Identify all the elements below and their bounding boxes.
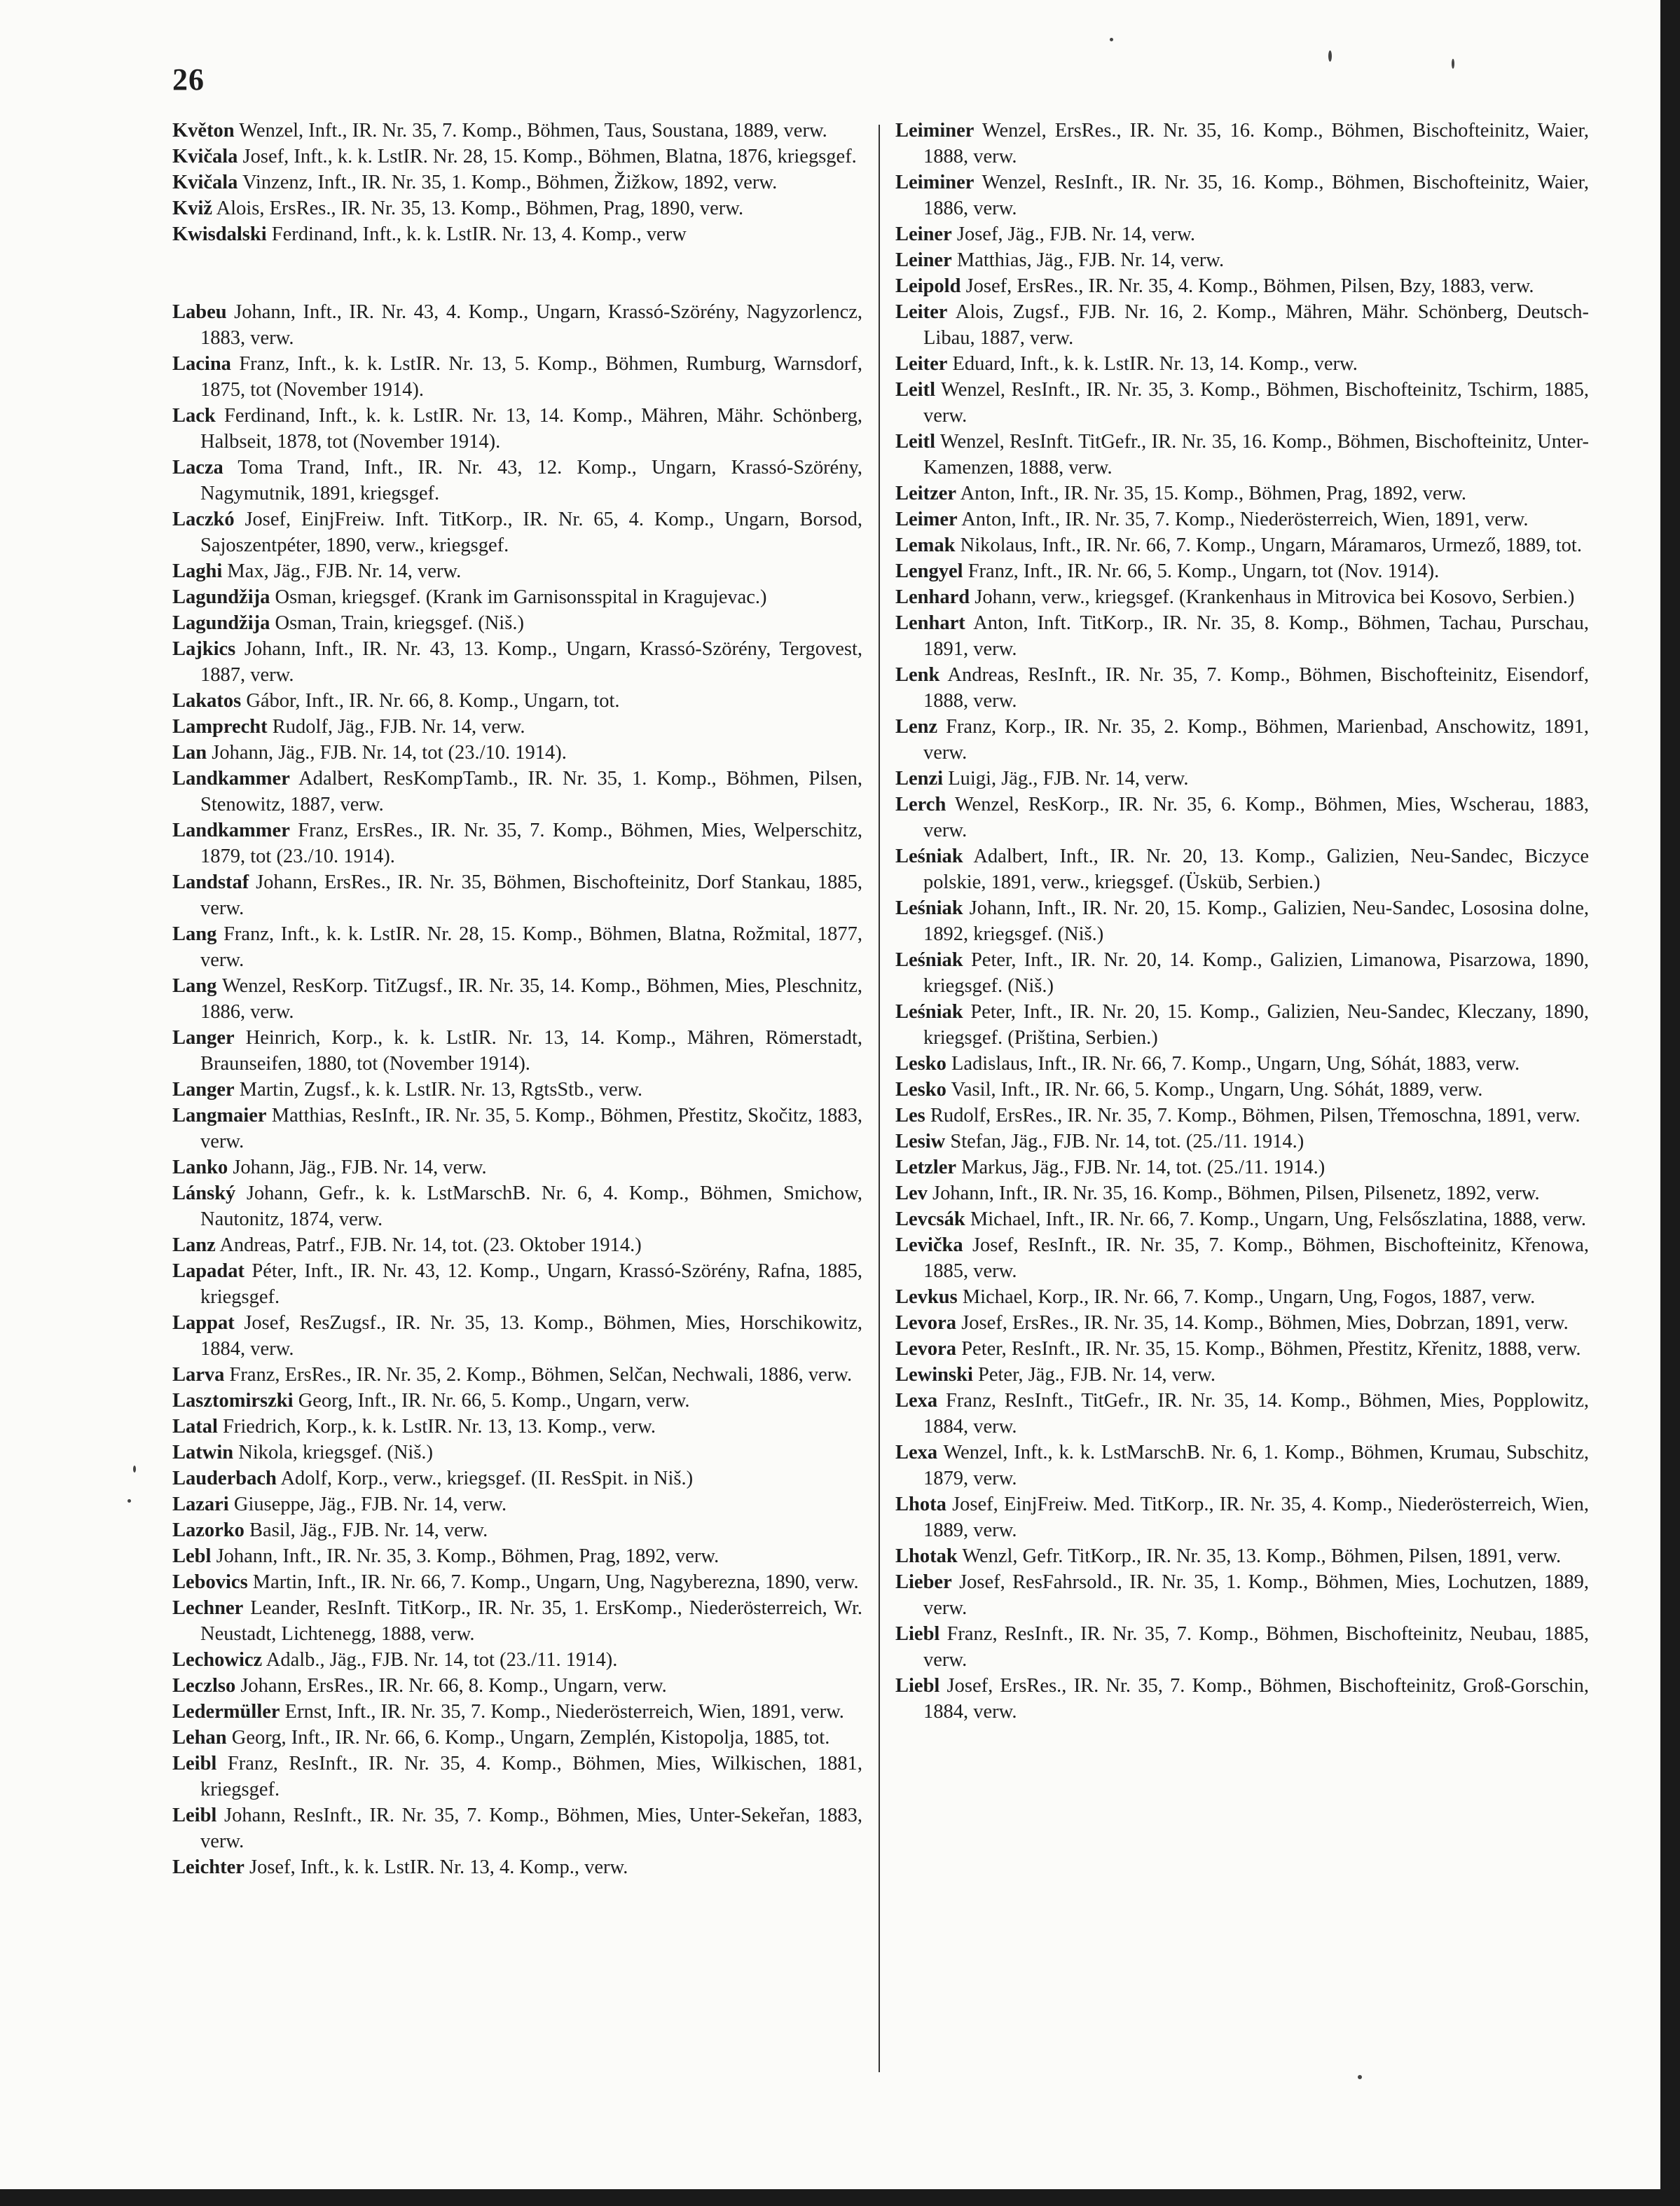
- entry-details: Nikolaus, Inft., IR. Nr. 66, 7. Komp., Ungarn, Máramaros, Urmező, 1889, tot.: [960, 535, 1582, 556]
- list-entry: [172, 403, 862, 455]
- entry-details: Josef, Inft., k. k. LstIR. Nr. 28, 15. Komp., Böhmen, Blatna, 1876, kriegsgef.: [242, 146, 857, 167]
- entry-details: Vinzenz, Inft., IR. Nr. 35, 1. Komp., Böhmen, Žižkow, 1892, verw.: [242, 172, 778, 193]
- entry-details: Josef, ErsRes., IR. Nr. 35, 4. Komp., Böhmen, Pilsen, Bzy, 1883, verw.: [965, 275, 1534, 297]
- list-entry: [895, 1232, 1589, 1284]
- list-entry: [895, 558, 1589, 584]
- entry-details: Max, Jäg., FJB. Nr. 14, verw.: [227, 560, 462, 582]
- entry-surname: Kvičala: [172, 146, 238, 167]
- scan-speck: [1358, 2075, 1362, 2079]
- entry-surname: Laczkó: [172, 509, 235, 530]
- entry-details: Josef, ErsRes., IR. Nr. 35, 14. Komp., Böhmen, Mies, Dobrzan, 1891, verw.: [961, 1312, 1569, 1334]
- list-entry: [172, 351, 862, 403]
- entry-details: Andreas, Patrf., FJB. Nr. 14, tot. (23. Oktober 1914.): [219, 1234, 642, 1256]
- entry-surname: Lesiw: [895, 1131, 946, 1152]
- list-entry: [895, 610, 1589, 662]
- entry-surname: Leiminer: [895, 172, 975, 193]
- entry-details: Wenzel, Inft., IR. Nr. 35, 7. Komp., Böhmen, Taus, Soustana, 1889, verw.: [239, 120, 827, 142]
- entry-details: Anton, Inft., IR. Nr. 35, 7. Komp., Niederösterreich, Wien, 1891, verw.: [961, 509, 1529, 530]
- entry-surname: Leitl: [895, 431, 935, 453]
- entry-surname: Lang: [172, 923, 217, 945]
- entry-details: Franz, Korp., IR. Nr. 35, 2. Komp., Böhmen, Marienbad, Anschowitz, 1891, verw.: [923, 716, 1589, 764]
- entry-details: Georg, Inft., IR. Nr. 66, 6. Komp., Ungarn, Zemplén, Kistopolja, 1885, tot.: [231, 1727, 830, 1749]
- entry-details: Wenzel, ResKorp., IR. Nr. 35, 6. Komp., Böhmen, Mies, Wscherau, 1883, verw.: [923, 794, 1589, 841]
- list-entry: [172, 1440, 862, 1466]
- entry-surname: Leibl: [172, 1753, 217, 1774]
- entry-surname: Lenzi: [895, 768, 944, 790]
- entry-surname: Lesko: [895, 1053, 946, 1075]
- entry-surname: Levkus: [895, 1286, 958, 1308]
- entry-details: Rudolf, Jäg., FJB. Nr. 14, verw.: [272, 716, 525, 738]
- entry-details: Franz, ErsRes., IR. Nr. 35, 7. Komp., Böhmen, Mies, Welperschitz, 1879, tot (23./10. 1914).: [200, 820, 862, 867]
- entry-details: Alois, ErsRes., IR. Nr. 35, 13. Komp., Böhmen, Prag, 1890, verw.: [216, 198, 744, 219]
- entry-surname: Landstaf: [172, 871, 249, 893]
- entry-surname: Leitl: [895, 379, 935, 401]
- entry-surname: Lapadat: [172, 1260, 245, 1282]
- entry-surname: Langer: [172, 1079, 235, 1101]
- entry-details: Wenzl, Gefr. TitKorp., IR. Nr. 35, 13. Komp., Böhmen, Pilsen, 1891, verw.: [962, 1545, 1562, 1567]
- entry-details: Johann, Inft., IR. Nr. 20, 15. Komp., Galizien, Neu-Sandec, Lososina dolne, 1892, kriegsgef. (Niš.): [923, 897, 1589, 945]
- list-entry: [172, 714, 862, 740]
- entry-surname: Lacina: [172, 353, 231, 375]
- entry-details: Ferdinand, Inft., k. k. LstIR. Nr. 13, 4. Komp., verw: [271, 223, 687, 245]
- entry-surname: Lemak: [895, 535, 956, 556]
- entry-surname: Lexa: [895, 1390, 938, 1412]
- page-number: 26: [172, 62, 205, 97]
- entry-surname: Langer: [172, 1027, 235, 1049]
- entry-details: Josef, EinjFreiw. Inft. TitKorp., IR. Nr. 65, 4. Komp., Ungarn, Borsod, Sajoszentpéter, 1890, verw., kriegsgef.: [200, 509, 862, 556]
- entry-surname: Leipold: [895, 275, 961, 297]
- entry-surname: Levora: [895, 1312, 957, 1334]
- entry-details: Josef, Jäg., FJB. Nr. 14, verw.: [956, 223, 1195, 245]
- list-entry: [895, 1388, 1589, 1440]
- list-entry: [172, 221, 862, 247]
- list-entry: [172, 1310, 862, 1362]
- entry-surname: Lhota: [895, 1494, 946, 1515]
- list-entry: [172, 1154, 862, 1180]
- entry-details: Wenzel, ResInft. TitGefr., IR. Nr. 35, 16. Komp., Böhmen, Bischofteinitz, Unter-Kamenzen, 1888, verw.: [923, 431, 1589, 478]
- list-entry: [172, 766, 862, 818]
- entry-details: Michael, Inft., IR. Nr. 66, 7. Komp., Ungarn, Ung, Felsőszlatina, 1888, verw.: [970, 1208, 1587, 1230]
- entry-details: Vasil, Inft., IR. Nr. 66, 5. Komp., Ungarn, Ung. Sóhát, 1889, verw.: [951, 1079, 1483, 1101]
- list-entry: [172, 688, 862, 714]
- list-entry: [895, 506, 1589, 532]
- scan-speck: [1452, 59, 1454, 69]
- list-entry: [172, 1673, 862, 1699]
- list-entry: [172, 1517, 862, 1543]
- entry-surname: Leimer: [895, 509, 958, 530]
- entry-details: Friedrich, Korp., k. k. LstIR. Nr. 13, 13. Komp., verw.: [223, 1416, 656, 1438]
- entry-details: Adalb., Jäg., FJB. Nr. 14, tot (23./11. 1914).: [266, 1649, 618, 1671]
- list-entry: [172, 1025, 862, 1077]
- list-entry: [895, 1440, 1589, 1491]
- entry-details: Leander, ResInft. TitKorp., IR. Nr. 35, 1. ErsKomp., Niederösterreich, Wr. Neustadt, Lichtenegg, 1888, verw.: [200, 1597, 863, 1645]
- entry-surname: Lexa: [895, 1442, 938, 1463]
- entry-surname: Lagundžija: [172, 612, 270, 634]
- list-entry: [895, 273, 1589, 299]
- entry-details: Wenzel, ResInft., IR. Nr. 35, 16. Komp., Böhmen, Bischofteinitz, Waier, 1886, verw.: [923, 172, 1589, 219]
- list-entry: [895, 1310, 1589, 1336]
- list-entry: [895, 792, 1589, 843]
- entry-details: Toma Trand, Inft., IR. Nr. 43, 12. Komp., Ungarn, Krassó-Szörény, Nagymutnik, 1891, kriegsgef.: [200, 457, 862, 504]
- list-entry: [895, 1077, 1589, 1103]
- entry-surname: Lehan: [172, 1727, 227, 1749]
- entry-details: Matthias, ResInft., IR. Nr. 35, 5. Komp., Böhmen, Přestitz, Skočitz, 1883, verw.: [200, 1105, 863, 1152]
- entry-surname: Lánský: [172, 1183, 236, 1204]
- entry-details: Osman, Train, kriegsgef. (Niš.): [275, 612, 524, 634]
- entry-details: Wenzel, ResInft., IR. Nr. 35, 3. Komp., Böhmen, Bischofteinitz, Tschirm, 1885, verw.: [923, 379, 1589, 427]
- list-entry: [895, 584, 1589, 610]
- entry-surname: Lack: [172, 405, 216, 427]
- entry-details: Adalbert, ResKompTamb., IR. Nr. 35, 1. Komp., Böhmen, Pilsen, Stenowitz, 1887, verw.: [200, 768, 862, 815]
- entry-details: Luigi, Jäg., FJB. Nr. 14, verw.: [948, 768, 1189, 790]
- entry-details: Martin, Inft., IR. Nr. 66, 7. Komp., Ungarn, Ung, Nagyberezna, 1890, verw.: [252, 1571, 859, 1593]
- list-entry: [172, 144, 862, 170]
- list-entry: [895, 118, 1589, 170]
- list-entry: [172, 584, 862, 610]
- list-entry: [172, 1388, 862, 1414]
- list-entry: [172, 118, 862, 144]
- list-entry: [172, 1077, 862, 1103]
- list-entry: [895, 1103, 1589, 1129]
- entry-details: Franz, ResInft., IR. Nr. 35, 4. Komp., Böhmen, Mies, Wilkischen, 1881, kriegsgef.: [200, 1753, 862, 1800]
- entry-surname: Lan: [172, 742, 207, 764]
- entry-details: Franz, Inft., IR. Nr. 66, 5. Komp., Ungarn, tot (Nov. 1914).: [968, 560, 1440, 582]
- list-entry: [895, 895, 1589, 947]
- entry-details: Franz, Inft., k. k. LstIR. Nr. 13, 5. Komp., Böhmen, Rumburg, Warnsdorf, 1875, tot (November 1914).: [200, 353, 863, 401]
- list-entry: [895, 1621, 1589, 1673]
- list-entry: [895, 1491, 1589, 1543]
- entry-surname: Lechner: [172, 1597, 244, 1619]
- entry-details: Markus, Jäg., FJB. Nr. 14, tot. (25./11. 1914.): [961, 1157, 1326, 1178]
- entry-surname: Liebl: [895, 1623, 940, 1645]
- entry-surname: Leichter: [172, 1856, 245, 1878]
- entry-surname: Ledermüller: [172, 1701, 280, 1723]
- entry-surname: Lesko: [895, 1079, 946, 1101]
- entry-details: Alois, Zugsf., FJB. Nr. 16, 2. Komp., Mähren, Mähr. Schönberg, Deutsch-Libau, 1887, verw.: [923, 301, 1590, 349]
- list-entry: [172, 1362, 862, 1388]
- column-divider: [879, 125, 880, 2072]
- entry-surname: Lebl: [172, 1545, 212, 1567]
- entry-surname: Lajkics: [172, 638, 236, 660]
- list-entry: [895, 1051, 1589, 1077]
- list-entry: [172, 1258, 862, 1310]
- entry-details: Gábor, Inft., IR. Nr. 66, 8. Komp., Ungarn, tot.: [246, 690, 620, 712]
- entry-details: Ladislaus, Inft., IR. Nr. 66, 7. Komp., Ungarn, Ung, Sóhát, 1883, verw.: [951, 1053, 1520, 1075]
- list-entry: [895, 662, 1589, 714]
- entry-details: Franz, Inft., k. k. LstIR. Nr. 28, 15. Komp., Böhmen, Blatna, Rožmital, 1877, verw.: [200, 923, 862, 971]
- entry-details: Josef, Inft., k. k. LstIR. Nr. 13, 4. Komp., verw.: [249, 1856, 628, 1878]
- entry-details: Franz, ResInft., IR. Nr. 35, 7. Komp., Böhmen, Bischofteinitz, Neubau, 1885, verw.: [923, 1623, 1589, 1671]
- entry-details: Johann, verw., kriegsgef. (Krankenhaus in Mitrovica bei Kosovo, Serbien.): [975, 586, 1575, 608]
- list-entry: [172, 558, 862, 584]
- list-entry: [895, 1129, 1589, 1154]
- list-entry: [895, 1673, 1589, 1725]
- entry-details: Josef, ErsRes., IR. Nr. 35, 7. Komp., Böhmen, Bischofteinitz, Groß-Gorschin, 1884, verw.: [923, 1675, 1589, 1723]
- list-entry: [172, 921, 862, 973]
- list-entry: [895, 1543, 1589, 1569]
- entry-details: Johann, Inft., IR. Nr. 35, 3. Komp., Böhmen, Prag, 1892, verw.: [216, 1545, 719, 1567]
- list-entry: [895, 170, 1589, 221]
- list-entry: [172, 1569, 862, 1595]
- section-gap: [172, 247, 862, 299]
- list-entry: [895, 532, 1589, 558]
- entry-surname: Lasztomirszki: [172, 1390, 294, 1412]
- entry-surname: Landkammer: [172, 768, 290, 790]
- entry-surname: Latal: [172, 1416, 218, 1438]
- entry-surname: Lenz: [895, 716, 938, 738]
- list-entry: [895, 947, 1589, 999]
- scan-speck: [1110, 38, 1113, 41]
- entry-surname: Levcsák: [895, 1208, 965, 1230]
- entry-surname: Leśniak: [895, 846, 963, 867]
- entry-surname: Landkammer: [172, 820, 290, 841]
- entry-surname: Květon: [172, 120, 235, 142]
- list-entry: [172, 818, 862, 869]
- list-entry: [895, 766, 1589, 792]
- entry-surname: Kwisdalski: [172, 223, 267, 245]
- entry-surname: Laghi: [172, 560, 223, 582]
- list-entry: [172, 506, 862, 558]
- entry-details: Johann, Inft., IR. Nr. 43, 4. Komp., Ungarn, Krassó-Szörény, Nagyzorlencz, 1883, verw.: [200, 301, 862, 349]
- entry-surname: Lagundžija: [172, 586, 270, 608]
- list-entry: [172, 869, 862, 921]
- list-entry: [895, 377, 1589, 429]
- list-entry: [895, 351, 1589, 377]
- entry-surname: Les: [895, 1105, 925, 1126]
- list-entry: [895, 299, 1589, 351]
- entry-details: Anton, Inft. TitKorp., IR. Nr. 35, 8. Komp., Böhmen, Tachau, Purschau, 1891, verw.: [923, 612, 1589, 660]
- entry-surname: Lakatos: [172, 690, 242, 712]
- entry-surname: Kviž: [172, 198, 212, 219]
- entry-surname: Lauderbach: [172, 1468, 277, 1489]
- list-entry: [172, 1802, 862, 1854]
- entry-surname: Lenhard: [895, 586, 970, 608]
- entry-surname: Leczlso: [172, 1675, 236, 1697]
- entry-surname: Latwin: [172, 1442, 234, 1463]
- list-entry: [895, 221, 1589, 247]
- entry-details: Johann, Jäg., FJB. Nr. 14, tot (23./10. 1914).: [212, 742, 567, 764]
- entry-details: Eduard, Inft., k. k. LstIR. Nr. 13, 14. Komp., verw.: [952, 353, 1358, 375]
- list-entry: [172, 195, 862, 221]
- entry-details: Ernst, Inft., IR. Nr. 35, 7. Komp., Niederösterreich, Wien, 1891, verw.: [284, 1701, 844, 1723]
- list-entry: [895, 481, 1589, 506]
- entry-surname: Lhotak: [895, 1545, 958, 1567]
- entry-surname: Leiter: [895, 301, 948, 323]
- entry-details: Adolf, Korp., verw., kriegsgef. (II. ResSpit. in Niš.): [280, 1468, 694, 1489]
- list-entry: [895, 1569, 1589, 1621]
- entry-surname: Lechowicz: [172, 1649, 263, 1671]
- entry-details: Giuseppe, Jäg., FJB. Nr. 14, verw.: [233, 1494, 507, 1515]
- entry-details: Franz, ResInft., TitGefr., IR. Nr. 35, 14. Komp., Böhmen, Mies, Popplowitz, 1884, verw.: [923, 1390, 1589, 1438]
- entry-details: Johann, ErsRes., IR. Nr. 35, Böhmen, Bischofteinitz, Dorf Stankau, 1885, verw.: [200, 871, 862, 919]
- list-entry: [895, 247, 1589, 273]
- list-entry: [172, 1103, 862, 1154]
- entry-details: Georg, Inft., IR. Nr. 66, 5. Komp., Ungarn, verw.: [298, 1390, 690, 1412]
- scan-speck: [1328, 50, 1332, 62]
- entry-surname: Lamprecht: [172, 716, 268, 738]
- entry-surname: Labeu: [172, 301, 227, 323]
- entry-details: Peter, Inft., IR. Nr. 20, 15. Komp., Galizien, Neu-Sandec, Kleczany, 1890, kriegsgef. (Priština, Serbien.): [923, 1001, 1590, 1049]
- list-entry: [172, 1725, 862, 1751]
- entry-surname: Leibl: [172, 1805, 217, 1826]
- entry-surname: Lieber: [895, 1571, 952, 1593]
- entry-details: Peter, Inft., IR. Nr. 20, 14. Komp., Galizien, Limanowa, Pisarzowa, 1890, kriegsgef. (Niš.): [923, 949, 1589, 997]
- list-entry: [895, 1336, 1589, 1362]
- entry-surname: Lacza: [172, 457, 223, 478]
- list-entry: [172, 636, 862, 688]
- entry-surname: Lanz: [172, 1234, 216, 1256]
- list-entry: [895, 843, 1589, 895]
- entry-details: Josef, ResFahrsold., IR. Nr. 35, 1. Komp., Böhmen, Mies, Lochutzen, 1889, verw.: [923, 1571, 1589, 1619]
- list-entry: [172, 1699, 862, 1725]
- list-entry: [895, 1180, 1589, 1206]
- list-entry: [172, 1180, 862, 1232]
- entry-surname: Leiner: [895, 249, 952, 271]
- list-entry: [172, 610, 862, 636]
- right-column: [895, 118, 1589, 1725]
- entry-surname: Leiner: [895, 223, 952, 245]
- list-entry: [172, 1491, 862, 1517]
- entry-details: Martin, Zugsf., k. k. LstIR. Nr. 13, RgtsStb., verw.: [239, 1079, 643, 1101]
- entry-details: Johann, Gefr., k. k. LstMarschB. Nr. 6, 4. Komp., Böhmen, Smichow, Nautonitz, 1874, verw.: [200, 1183, 862, 1230]
- entry-surname: Langmaier: [172, 1105, 267, 1126]
- list-entry: [172, 1647, 862, 1673]
- entry-details: Wenzel, ResKorp. TitZugsf., IR. Nr. 35, 14. Komp., Böhmen, Mies, Pleschnitz, 1886, verw.: [200, 975, 862, 1023]
- list-entry: [172, 1751, 862, 1802]
- entry-surname: Liebl: [895, 1675, 940, 1697]
- list-entry: [895, 1154, 1589, 1180]
- entry-surname: Levička: [895, 1234, 963, 1256]
- entry-details: Josef, ResZugsf., IR. Nr. 35, 13. Komp., Böhmen, Mies, Horschikowitz, 1884, verw.: [200, 1312, 862, 1360]
- entry-surname: Lappat: [172, 1312, 235, 1334]
- list-entry: [172, 1854, 862, 1880]
- entry-details: Josef, ResInft., IR. Nr. 35, 7. Komp., Böhmen, Bischofteinitz, Křenowa, 1885, verw.: [923, 1234, 1589, 1282]
- entry-details: Wenzel, Inft., k. k. LstMarschB. Nr. 6, 1. Komp., Böhmen, Krumau, Subschitz, 1879, verw.: [923, 1442, 1589, 1489]
- list-entry: [895, 429, 1589, 481]
- list-entry: [172, 1232, 862, 1258]
- entry-details: Andreas, ResInft., IR. Nr. 35, 7. Komp., Böhmen, Bischofteinitz, Eisendorf, 1888, verw.: [923, 664, 1589, 712]
- entry-surname: Larva: [172, 1364, 225, 1386]
- entry-details: Johann, ErsRes., IR. Nr. 66, 8. Komp., Ungarn, verw.: [240, 1675, 667, 1697]
- entry-surname: Leiter: [895, 353, 948, 375]
- entry-surname: Lewinski: [895, 1364, 973, 1386]
- list-entry: [172, 170, 862, 195]
- entry-details: Johann, Jäg., FJB. Nr. 14, verw.: [233, 1157, 487, 1178]
- entry-details: Stefan, Jäg., FJB. Nr. 14, tot. (25./11. 1914.): [950, 1131, 1304, 1152]
- entry-surname: Lenhart: [895, 612, 965, 634]
- entry-details: Peter, ResInft., IR. Nr. 35, 15. Komp., Böhmen, Přestitz, Křenitz, 1888, verw.: [961, 1338, 1581, 1360]
- scan-speck: [133, 1466, 136, 1473]
- entry-details: Peter, Jäg., FJB. Nr. 14, verw.: [978, 1364, 1216, 1386]
- scan-speck: [128, 1499, 131, 1503]
- entry-details: Matthias, Jäg., FJB. Nr. 14, verw.: [956, 249, 1225, 271]
- entry-details: Adalbert, Inft., IR. Nr. 20, 13. Komp., Galizien, Neu-Sandec, Biczyce polskie, 1891, verw., kriegsgef. (Üsküb, Serbien.): [923, 846, 1589, 893]
- entry-details: Péter, Inft., IR. Nr. 43, 12. Komp., Ungarn, Krassó-Szörény, Rafna, 1885, kriegsgef.: [200, 1260, 863, 1308]
- entry-surname: Leitzer: [895, 483, 957, 504]
- list-entry: [172, 299, 862, 351]
- entry-surname: Levora: [895, 1338, 957, 1360]
- entry-surname: Lebovics: [172, 1571, 248, 1593]
- entry-surname: Lazari: [172, 1494, 229, 1515]
- entry-details: Basil, Jäg., FJB. Nr. 14, verw.: [249, 1519, 488, 1541]
- entry-details: Nikola, kriegsgef. (Niš.): [238, 1442, 434, 1463]
- entry-details: Johann, Inft., IR. Nr. 35, 16. Komp., Böhmen, Pilsen, Pilsenetz, 1892, verw.: [932, 1183, 1540, 1204]
- list-entry: [172, 1543, 862, 1569]
- entry-surname: Lanko: [172, 1157, 228, 1178]
- entry-surname: Lenk: [895, 664, 940, 686]
- entry-surname: Leśniak: [895, 949, 963, 971]
- entry-surname: Lengyel: [895, 560, 963, 582]
- list-entry: [172, 740, 862, 766]
- entry-details: Michael, Korp., IR. Nr. 66, 7. Komp., Ungarn, Ung, Fogos, 1887, verw.: [962, 1286, 1536, 1308]
- entry-surname: Letzler: [895, 1157, 957, 1178]
- list-entry: [172, 1414, 862, 1440]
- list-entry: [172, 973, 862, 1025]
- list-entry: [895, 1362, 1589, 1388]
- entry-details: Johann, ResInft., IR. Nr. 35, 7. Komp., Böhmen, Mies, Unter-Sekeřan, 1883, verw.: [200, 1805, 862, 1852]
- entry-surname: Leśniak: [895, 1001, 963, 1023]
- entry-surname: Lazorko: [172, 1519, 245, 1541]
- list-entry: [895, 999, 1589, 1051]
- entry-details: Josef, EinjFreiw. Med. TitKorp., IR. Nr. 35, 4. Komp., Niederösterreich, Wien, 1889, verw.: [923, 1494, 1590, 1541]
- entry-surname: Leśniak: [895, 897, 963, 919]
- entry-details: Ferdinand, Inft., k. k. LstIR. Nr. 13, 14. Komp., Mähren, Mähr. Schönberg, Halbseit, 1878, tot (November 1914).: [200, 405, 862, 453]
- entry-surname: Lerch: [895, 794, 946, 815]
- entry-details: Osman, kriegsgef. (Krank im Garnisonsspital in Kragujevac.): [275, 586, 767, 608]
- entry-details: Wenzel, ErsRes., IR. Nr. 35, 16. Komp., Böhmen, Bischofteinitz, Waier, 1888, verw.: [923, 120, 1589, 167]
- list-entry: [895, 1284, 1589, 1310]
- list-entry: [172, 455, 862, 506]
- entry-details: Heinrich, Korp., k. k. LstIR. Nr. 13, 14. Komp., Mähren, Römerstadt, Braunseifen, 1880, tot (November 1914).: [200, 1027, 862, 1075]
- left-column: [172, 118, 862, 1880]
- entry-surname: Leiminer: [895, 120, 975, 142]
- entry-surname: Lev: [895, 1183, 928, 1204]
- entry-details: Anton, Inft., IR. Nr. 35, 15. Komp., Böhmen, Prag, 1892, verw.: [960, 483, 1467, 504]
- entry-details: Franz, ErsRes., IR. Nr. 35, 2. Komp., Böhmen, Selčan, Nechwali, 1886, verw.: [229, 1364, 853, 1386]
- entry-surname: Kvičala: [172, 172, 238, 193]
- entry-surname: Lang: [172, 975, 217, 997]
- list-entry: [172, 1595, 862, 1647]
- list-entry: [895, 714, 1589, 766]
- entry-details: Rudolf, ErsRes., IR. Nr. 35, 7. Komp., Böhmen, Pilsen, Třemoschna, 1891, verw.: [930, 1105, 1581, 1126]
- entry-details: Johann, Inft., IR. Nr. 43, 13. Komp., Ungarn, Krassó-Szörény, Tergovest, 1887, verw.: [200, 638, 862, 686]
- list-entry: [895, 1206, 1589, 1232]
- list-entry: [172, 1466, 862, 1491]
